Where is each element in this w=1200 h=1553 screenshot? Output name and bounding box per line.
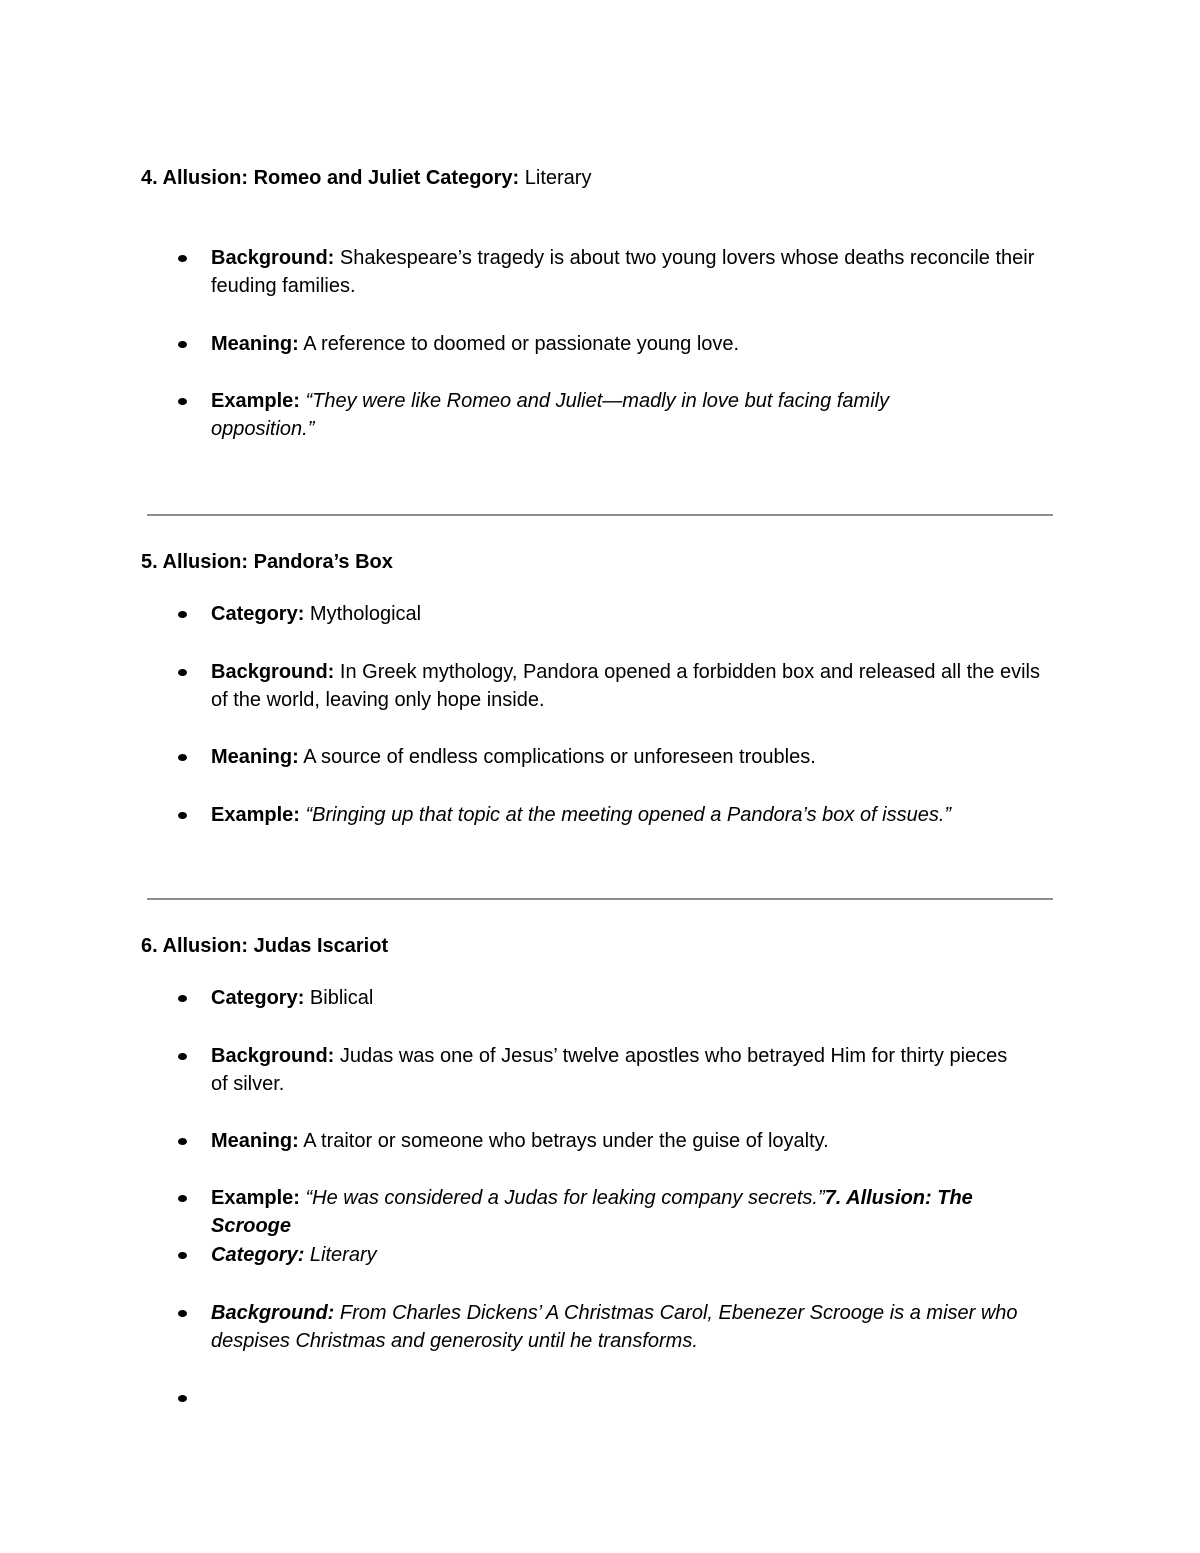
meaning-text: A source of endless complications or unforeseen troubles. bbox=[298, 746, 816, 768]
bullet-icon bbox=[178, 1310, 187, 1317]
bullet-icon bbox=[178, 341, 187, 348]
bullet-icon bbox=[178, 1195, 187, 1202]
section-5-heading: 5. Allusion: Pandora’s Box bbox=[141, 551, 393, 573]
background-label: Background: bbox=[211, 247, 335, 269]
background-text: Judas was one of Jesus’ twelve apostles who betrayed Him for thirty pieces of silver. bbox=[211, 1045, 1008, 1095]
bullet-icon bbox=[178, 1252, 187, 1259]
meaning-label: Meaning: bbox=[211, 333, 299, 355]
category-label: Category: bbox=[211, 603, 305, 625]
meaning-text: A traitor or someone who betrays under the guise of loyalty. bbox=[298, 1130, 829, 1152]
bullet-icon bbox=[178, 754, 187, 761]
section-7-background bbox=[211, 1299, 1051, 1355]
section-4-example bbox=[211, 387, 971, 443]
background-text: Shakespeare’s tragedy is about two young lovers whose deaths reconcile their feuding families. bbox=[211, 247, 1035, 297]
bullet-icon bbox=[178, 1053, 187, 1060]
bullet-icon bbox=[178, 812, 187, 819]
category-label: Category: bbox=[211, 1244, 305, 1266]
example-label: Example: bbox=[211, 1187, 300, 1209]
section-4-heading bbox=[141, 164, 591, 192]
background-text: From Charles Dickens’ A Christmas Carol, Ebenezer Scrooge is a miser who despises Christmas and generosity until he transforms. bbox=[211, 1302, 1018, 1352]
section-4-background bbox=[211, 244, 1061, 300]
bullet-icon bbox=[178, 611, 187, 618]
meaning-text: A reference to doomed or passionate young love. bbox=[298, 333, 740, 355]
bullet-icon bbox=[178, 1395, 187, 1402]
meaning-label: Meaning: bbox=[211, 746, 299, 768]
example-text: “They were like Romeo and Juliet—madly in love but facing family opposition.” bbox=[211, 390, 890, 440]
example-label: Example: bbox=[211, 390, 300, 412]
section-5-example bbox=[211, 801, 1061, 829]
category-text: Literary bbox=[304, 1244, 377, 1266]
bullet-icon bbox=[178, 398, 187, 405]
category-text: Biblical bbox=[304, 987, 374, 1009]
example-text: “Bringing up that topic at the meeting opened a Pandora’s box of issues.” bbox=[299, 804, 952, 826]
background-label: Background: bbox=[211, 661, 335, 683]
section-6-heading: 6. Allusion: Judas Iscariot bbox=[141, 935, 389, 957]
section-6-category bbox=[211, 984, 1061, 1012]
bullet-icon bbox=[178, 255, 187, 262]
category-label: Category: bbox=[211, 987, 305, 1009]
meaning-label: Meaning: bbox=[211, 1130, 299, 1152]
section-6-meaning bbox=[211, 1127, 1061, 1155]
bullet-icon bbox=[178, 669, 187, 676]
section-6-example bbox=[211, 1184, 1041, 1240]
section-5-background bbox=[211, 658, 1061, 714]
example-label: Example: bbox=[211, 804, 300, 826]
background-label: Background: bbox=[211, 1302, 335, 1324]
section-7-category bbox=[211, 1241, 1061, 1269]
category-text: Mythological bbox=[304, 603, 422, 625]
divider bbox=[147, 514, 1053, 516]
section-4-meaning bbox=[211, 330, 1061, 358]
section-5-meaning bbox=[211, 743, 1061, 771]
background-label: Background: bbox=[211, 1045, 335, 1067]
section-4-heading-bold: 4. Allusion: Romeo and Juliet Category: bbox=[141, 167, 520, 189]
section-7-heading: 7. Allusion: The Scrooge bbox=[211, 1187, 973, 1237]
bullet-icon bbox=[178, 995, 187, 1002]
divider bbox=[147, 898, 1053, 900]
background-text: In Greek mythology, Pandora opened a forbidden box and released all the evils of the world, leaving only hope inside. bbox=[211, 661, 1040, 711]
section-6-background bbox=[211, 1042, 1011, 1098]
section-5-category bbox=[211, 600, 1061, 628]
bullet-icon bbox=[178, 1138, 187, 1145]
example-text: “He was considered a Judas for leaking company secrets.” bbox=[299, 1187, 825, 1209]
section-4-heading-category: Literary bbox=[519, 167, 592, 189]
